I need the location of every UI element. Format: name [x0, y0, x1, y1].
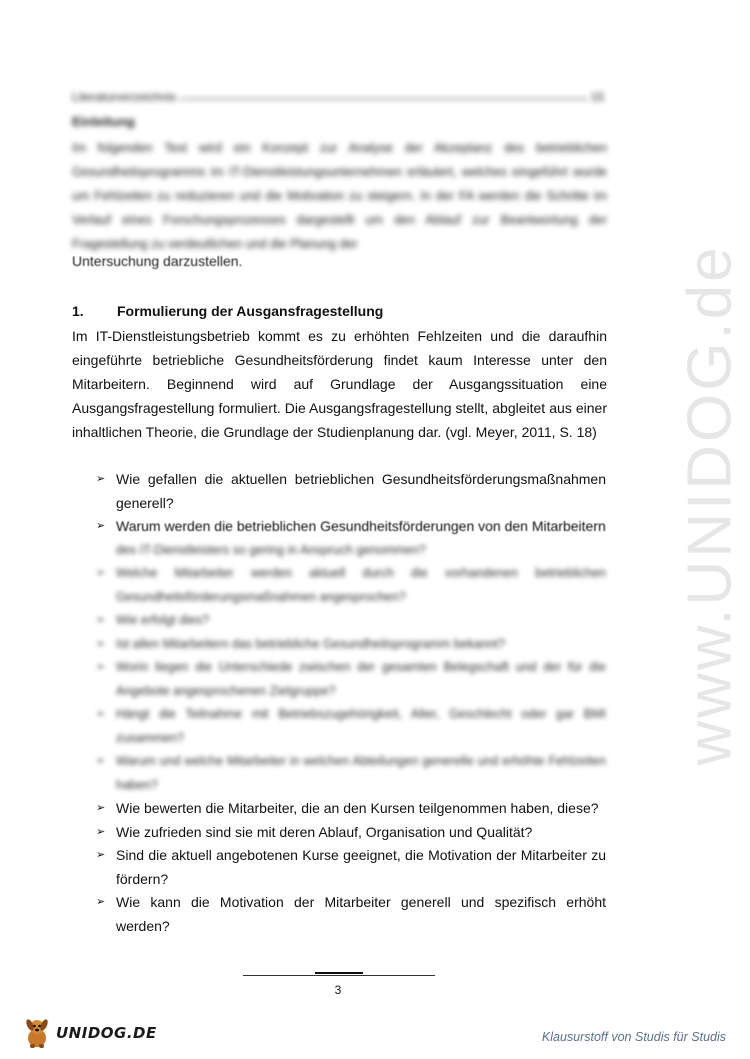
intro-heading: Einleitung [72, 114, 135, 129]
question-item [96, 821, 606, 845]
watermark: www.UNIDOG.de [675, 244, 745, 766]
question-item [96, 703, 606, 750]
question-text: Warum und welche Mitarbeiter in welchen Abteilungen generelle und erhöhte Fehlzeiten haben? [116, 754, 606, 792]
question-item [96, 609, 606, 633]
question-text: Hängt die Teilnahme mit Betriebszugehörigkeit, Alter, Geschlecht oder gar BMI zusammen? [116, 707, 606, 745]
arrow-bullet-icon: ➢ [96, 849, 106, 861]
question-item [96, 797, 606, 821]
section-number: 1. [72, 303, 84, 319]
intro-body: Im folgenden Text wird ein Konzept zur Analyse der Akzeptanz des betrieblichen Gesundheitsprogramms im IT-Dienstleistungsunternehmen erläutert, welches eingeführt wurde um Fehlzeiten zu reduzieren und die Motivation zu steigern. In der FA werden die Schritte im Verlauf eines Forschungsprozesses dargestellt um den Ablauf zur Beantwortung der Fragestellung zu verdeutlichen und die Planung der [72, 141, 607, 251]
question-item [96, 562, 606, 609]
arrow-bullet-icon: ➢ [96, 473, 106, 485]
footer-divider [243, 975, 435, 976]
page-number: 3 [334, 983, 342, 997]
question-text-continued: des IT-Dienstleisters so gering in Anspruch genommen? [116, 542, 426, 557]
arrow-bullet-icon: ➢ [96, 661, 106, 673]
question-item [96, 891, 606, 938]
question-item [96, 656, 606, 703]
section-paragraph [72, 324, 607, 444]
arrow-bullet-icon: ➢ [96, 520, 106, 532]
toc-entry [72, 90, 604, 104]
toc-label: Literaturverzeichnis [72, 90, 177, 104]
question-text: Welche Mitarbeiter werden aktuell durch die vorhandenen betrieblichen Gesundheitsförderungsmaßnahmen angesprochen? [116, 566, 606, 604]
footer-tagline: Klausurstoff von Studis für Studis [541, 1030, 726, 1044]
question-text: Wie zufrieden sind sie mit deren Ablauf, Organisation und Qualität? [116, 823, 533, 840]
question-item [96, 515, 606, 562]
intro-last-line: Untersuchung darzustellen. [72, 253, 243, 269]
section-title: Formulierung der Ausgansfragestellung [117, 303, 384, 319]
arrow-bullet-icon: ➢ [96, 567, 106, 579]
unidog-logo[interactable] [22, 1016, 157, 1050]
question-text: Wie bewerten die Mitarbeiter, die an den Kursen teilgenommen haben, diese? [116, 800, 599, 816]
dog-mascot-icon [22, 1016, 52, 1050]
paragraph-line: eingeführte betriebliche Gesundheitsförderung findet kaum Interesse unter den [72, 352, 607, 368]
arrow-bullet-icon: ➢ [96, 637, 106, 650]
footer-divider-accent [315, 972, 363, 974]
toc-page: 15 [590, 90, 604, 104]
arrow-bullet-icon: ➢ [96, 896, 106, 908]
question-text: Wie kann die Motivation der Mitarbeiter generell und spezifisch erhöht werden? [116, 894, 606, 934]
section-heading [72, 303, 383, 319]
arrow-bullet-icon: ➢ [96, 802, 106, 814]
question-item [96, 844, 606, 891]
arrow-bullet-icon: ➢ [96, 755, 106, 767]
arrow-bullet-icon: ➢ [96, 614, 106, 626]
paragraph-line: Mitarbeitern. Beginnend wird auf Grundlage der Ausgangssituation eine [72, 376, 607, 392]
paragraph-line: inhaltlichen Theorie, die Grundlage der Studienplanung dar. (vgl. Meyer, 2011, S. 18) [72, 424, 597, 440]
question-text: Sind die aktuell angebotenen Kurse geeignet, die Motivation der Mitarbeiter zu fördern? [116, 847, 606, 887]
question-item [96, 750, 606, 797]
logo-text: UNIDOG.DE [56, 1024, 157, 1042]
arrow-bullet-icon: ➢ [96, 825, 106, 838]
paragraph-line: Ausgangsfragestellung formuliert. Die Ausgangsfragestellung stellt, abgleitet aus einer [72, 400, 607, 416]
question-item [96, 633, 606, 657]
paragraph-line: Im IT-Dienstleistungsbetrieb kommt es zu erhöhten Fehlzeiten und die daraufhin [72, 328, 607, 344]
question-item [96, 468, 606, 515]
question-text: Worin liegen die Unterschiede zwischen der gesamten Belegschaft und der für die Angebote angesprochenen Zielgruppe? [116, 660, 606, 698]
arrow-bullet-icon: ➢ [96, 708, 106, 720]
toc-dots [180, 90, 587, 100]
question-text: Ist allen Mitarbeitern das betriebliche Gesundheitsprogramm bekannt? [116, 636, 506, 651]
question-text: Wie erfolgt dies? [116, 613, 210, 627]
question-text: Wie gefallen die aktuellen betrieblichen Gesundheitsförderungsmaßnahmen generell? [116, 471, 606, 511]
question-list [96, 468, 606, 938]
question-text: Warum werden die betrieblichen Gesundheitsförderungen von den Mitarbeitern [116, 518, 606, 534]
